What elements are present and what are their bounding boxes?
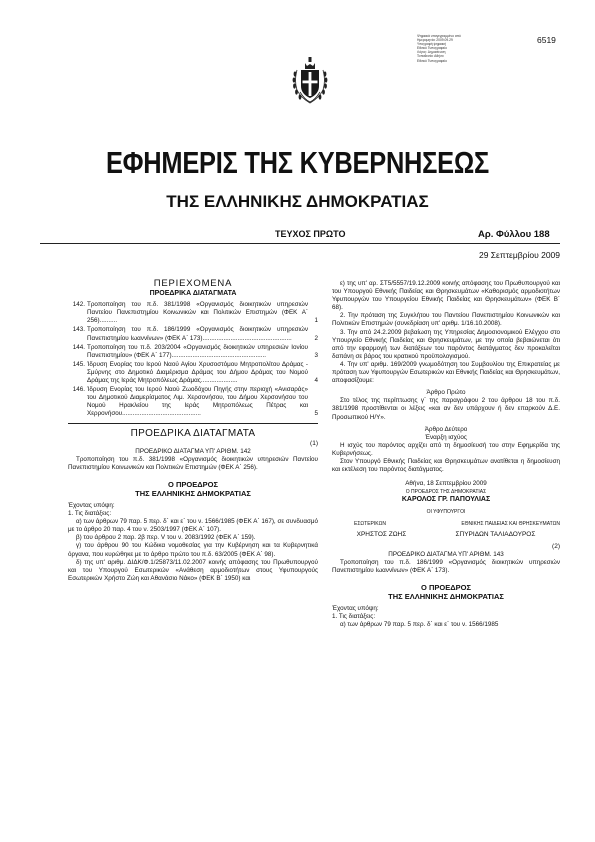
- left-column: [68, 280, 318, 583]
- signature-line: Ψηφιακά υπογεγραμμένο από: [417, 34, 461, 38]
- toc-number: 145.: [72, 360, 85, 368]
- article-title: Άρθρο Δεύτερο: [424, 425, 468, 433]
- toc-page: 5: [314, 410, 318, 418]
- article-text: Η ισχύς του παρόντος αρχίζει από τη δημοσίευσή του στην Εφημερίδα της Κυβερνήσεως.: [332, 441, 560, 457]
- article-text: Στο τέλος της περίπτωσης γ΄ της παραγράφου 2 του άρθρου 18 του π.δ. 381/1998 προστίθενται οι λέξεις «και αν δεν υπάρχουν ή δεν επαρκούν Δ.Ε. Προσωπικού Η/Υ».: [332, 397, 560, 421]
- signature-names: [332, 531, 560, 539]
- sheet-number: Αρ. Φύλλου 188: [478, 229, 550, 240]
- toc-page: 4: [314, 377, 318, 385]
- toc-item[interactable]: [68, 361, 318, 385]
- decree-paragraph: δ) της υπ' αριθμ. ΔΙΔΚ/Φ.1/25873/11.02.2007 κοινής απόφασης του Πρωθυπουργού και του Υπουργού Εσωτερικών «Ανάθεση αρμοδιοτήτων στους Υφυπουργούς Εσωτερικών Χρήστο Ζώη και Αθανάσιο Νάκο» (ΦΕΚ Β΄ 1950) και: [68, 558, 318, 582]
- article-subtitle: Έναρξη ισχύος: [425, 433, 467, 441]
- toc-page: 1: [314, 317, 318, 325]
- decree-reference: (1): [310, 439, 318, 447]
- president-title: [68, 480, 318, 498]
- toc-number: 146.: [72, 386, 85, 394]
- toc-text: Ίδρυση Ενορίας του Ιερού Ναού Αγίου Χρυσοστόμου Μητροπολίτου Δράμας - Σμύρνης στο Δημοτικό Διαμέρισμα Δράμας του Δήμου Δράμας του Νομού Δράμας της Ιεράς Μητροπόλεως Δράμας.....................: [87, 360, 308, 385]
- decree-reference: (2): [552, 542, 560, 550]
- toc-text: Τροποποίηση του π.δ. 381/1998 «Οργανισμός διοικητικών υπηρεσιών Παντείου Πανεπιστημίου Κοινωνικών και Πολιτικών Επιστημών (ΦΕΚ Α΄ 256)..........: [87, 301, 308, 325]
- decree-heading: ΠΡΟΕΔΡΙΚΟ ΔΙΑΤΑΓΜΑ ΥΠ' ΑΡΙΘΜ. 143: [388, 550, 504, 558]
- decree-paragraph: γ) του άρθρου 90 του Κώδικα νομοθεσίας για την Κυβέρνηση και τα Κυβερνητικά όργανα, που κυρώθηκε με το άρθρο πρώτο του π.δ. 63/2005 (ΦΕΚ Α΄ 98).: [68, 542, 318, 558]
- greek-coat-of-arms-icon: [291, 56, 329, 108]
- president-signature-label: Ο ΠΡΟΕΔΡΟΣ ΤΗΣ ΔΗΜΟΚΡΑΤΙΑΣ: [405, 489, 487, 496]
- signature-line: Ημερομηνία: 2009.09.29: [417, 38, 453, 43]
- deputies-label: ΟΙ ΥΦΥΠΟΥΡΓΟΙ: [426, 509, 466, 516]
- signature-line: Τοποθεσία: Αθήνα: [417, 54, 444, 59]
- president-title: [332, 583, 560, 601]
- signature-line: Εθνικό Τυπογραφείο: [417, 58, 447, 63]
- minister-text: Στον Υπουργό Εθνικής Παιδείας και Θρησκευμάτων ανατίθεται η δημοσίευση και εκτέλεση του παρόντος διατάγματος.: [332, 457, 560, 474]
- decree-paragraph: α) των άρθρων 79 παρ. 5 περ. δ΄ και ε΄ του ν. 1566/1985 (ΦΕΚ Α΄ 167), σε συνδυασμό με το άρθρο 20 παρ. 4 του ν. 2503/1997 (ΦΕΚ Α΄ 107).: [68, 518, 318, 534]
- toc-item[interactable]: [68, 386, 318, 418]
- republic-label: ΤΗΣ ΕΛΛΗΝΙΚΗΣ ΔΗΜΟΚΡΑΤΙΑΣ: [388, 592, 504, 602]
- place-date: Αθήνα, 18 Σεπτεμβρίου 2009: [405, 480, 487, 488]
- toc-number: 144.: [72, 343, 85, 351]
- issue-label: ΤΕΥΧΟΣ ΠΡΩΤΟ: [275, 229, 346, 239]
- provisions-label: 1. Τις διατάξεις:: [332, 613, 376, 621]
- signer-name: ΣΠΥΡΙΔΩΝ ΤΑΛΙΑΔΟΥΡΟΣ: [455, 530, 536, 538]
- toc-number: 143.: [72, 326, 85, 334]
- contents-title: ΠΕΡΙΕΧΟΜΕΝΑ: [153, 278, 233, 289]
- president-label: Ο ΠΡΟΕΔΡΟΣ: [168, 479, 218, 489]
- digital-signature-block: [417, 34, 463, 63]
- toc-text: Ίδρυση Ενορίας του Ιερού Ναού Ζωοδόχου Πηγής στην περιοχή «Ανισαράς» του Δημοτικού Διαμερίσματος Λιμ. Χερσονήσου, του Δήμου Χερσονήσου του Νομού Ηρακλείου της Ιεράς Μητροπόλεως Πέτρας και Χερρονήσου.............................................: [87, 386, 308, 418]
- president-label: Ο ΠΡΟΕΔΡΟΣ: [421, 583, 471, 593]
- decree-paragraph: 3. Την από 24.2.2009 βεβαίωση της Υπηρεσίας Δημοσιονομικού Ελέγχου στο Υπουργείο Εθνικής Παιδείας και Θρησκευμάτων, με την οποία βεβαιώνεται ότι από την εφαρμογή των διατάξεων του παρόντος διατάγματος δεν προκαλείται δαπάνη σε βάρος του κρατικού προϋπολογισμού.: [332, 328, 560, 360]
- republic-label: ΤΗΣ ΕΛΛΗΝΙΚΗΣ ΔΗΜΟΚΡΑΤΙΑΣ: [135, 488, 251, 498]
- contents-subtitle: ΠΡΟΕΔΡΙΚΑ ΔΙΑΤΑΓΜΑΤΑ: [149, 290, 237, 298]
- article-title: Άρθρο Πρώτο: [426, 389, 466, 397]
- issue-date: 29 Σεπτεμβρίου 2009: [478, 250, 560, 260]
- signer-role: ΕΘΝΙΚΗΣ ΠΑΙΔΕΙΑΣ ΚΑΙ ΘΡΗΣΚΕΥΜΑΤΩΝ: [461, 520, 560, 527]
- toc-number: 142.: [72, 301, 85, 309]
- president-name: ΚΑΡΟΛΟΣ ΓΡ. ΠΑΠΟΥΛΙΑΣ: [401, 496, 491, 504]
- considering-label: Έχοντας υπόψη:: [68, 501, 115, 509]
- toc-text: Τροποποίηση του π.δ. 203/2004 «Οργανισμός διοικητικών υπηρεσιών Ιονίου Πανεπιστημίου» (ΦΕΚ Α΄ 177)......................................................: [87, 343, 308, 359]
- signature-line: Υπογραφή ψηφιακή: [417, 42, 447, 47]
- right-column: [332, 280, 560, 629]
- signature-line: Εθνικό Τυπογραφείο: [417, 46, 447, 51]
- toc-item[interactable]: [68, 326, 318, 342]
- decree-summary: Τροποποίηση του π.δ. 381/1998 «Οργανισμός διοικητικών υπηρεσιών Παντείου Πανεπιστημίου Κοινωνικών και Πολιτικών Επιστημών (ΦΕΚ Α΄ 256).: [68, 455, 318, 471]
- decree-paragraph: ε) της υπ' αρ. ΣΤ5/5557/19.12.2009 κοινής απόφασης του Πρωθυπουργού και του Υπουργού Εθνικής Παιδείας και Θρησκευμάτων «Καθορισμός αρμοδιοτήτων Υφυπουργών του Υπουργείου Εθνικής Παιδείας και Θρησκευμάτων» (ΦΕΚ Β΄ 68).: [332, 280, 560, 312]
- toc-item[interactable]: [68, 301, 318, 325]
- decree-paragraph: 4. Την υπ' αριθμ. 169/2009 γνωμοδότηση του Συμβουλίου της Επικρατείας με πρόταση των Υφυπουργών Εσωτερικών και Εθνικής Παιδείας και Θρησκευμάτων, αποφασίζουμε:: [332, 360, 560, 385]
- decree-paragraph: β) του άρθρου 2 παρ. 2β περ. V του ν. 2083/1992 (ΦΕΚ Α΄ 159).: [76, 534, 256, 542]
- signer-role: ΕΣΩΤΕΡΙΚΩΝ: [354, 520, 386, 527]
- considering-label: Έχοντας υπόψη:: [332, 605, 379, 613]
- toc-text: Τροποποίηση του π.δ. 186/1999 «Οργανισμός διοικητικών υπηρεσιών Πανεπιστημίου Ιωαννίνων» (ΦΕΚ Α΄ 173)...................................................: [87, 326, 308, 342]
- signer-name: ΧΡΗΣΤΟΣ ΖΩΗΣ: [356, 530, 407, 538]
- provisions-label: 1. Τις διατάξεις:: [68, 510, 112, 518]
- header-divider: [40, 243, 560, 244]
- decree-paragraph: α) των άρθρων 79 παρ. 5 περ. δ΄ και ε΄ του ν. 1566/1985: [340, 621, 499, 629]
- gazette-title: ΕΦΗΜΕΡΙΣ ΤΗΣ ΚΥΒΕΡΝΗΣΕΩΣ: [105, 145, 490, 180]
- toc-item[interactable]: [68, 344, 318, 360]
- page-number: 6519: [537, 35, 556, 45]
- gazette-subtitle: ΤΗΣ ΕΛΛΗΝΙΚΗΣ ΔΗΜΟΚΡΑΤΙΑΣ: [166, 192, 429, 211]
- toc-page: 2: [314, 334, 318, 342]
- signature-roles: [332, 520, 560, 528]
- decree-summary: Τροποποίηση του π.δ. 186/1999 «Οργανισμός διοικητικών υπηρεσιών Πανεπιστημίου Ιωαννίνων» (ΦΕΚ Α΄ 173).: [332, 558, 560, 574]
- signature-line: Λόγος: Δημοσίευση: [417, 50, 446, 55]
- section-title: ΠΡΟΕΔΡΙΚΑ ΔΙΑΤΑΓΜΑΤΑ: [130, 427, 256, 439]
- decree-heading: ΠΡΟΕΔΡΙΚΟ ΔΙΑΤΑΓΜΑ ΥΠ' ΑΡΙΘΜ. 142: [135, 447, 251, 455]
- contents-divider: [68, 423, 318, 424]
- toc-page: 3: [314, 351, 318, 359]
- decree-paragraph: 2. Την πρόταση της Συγκλήτου του Παντείου Πανεπιστημίου Κοινωνικών και Πολιτικών Επιστημών (συνεδρίαση υπ' αριθμ. 1/16.10.2008).: [332, 312, 560, 328]
